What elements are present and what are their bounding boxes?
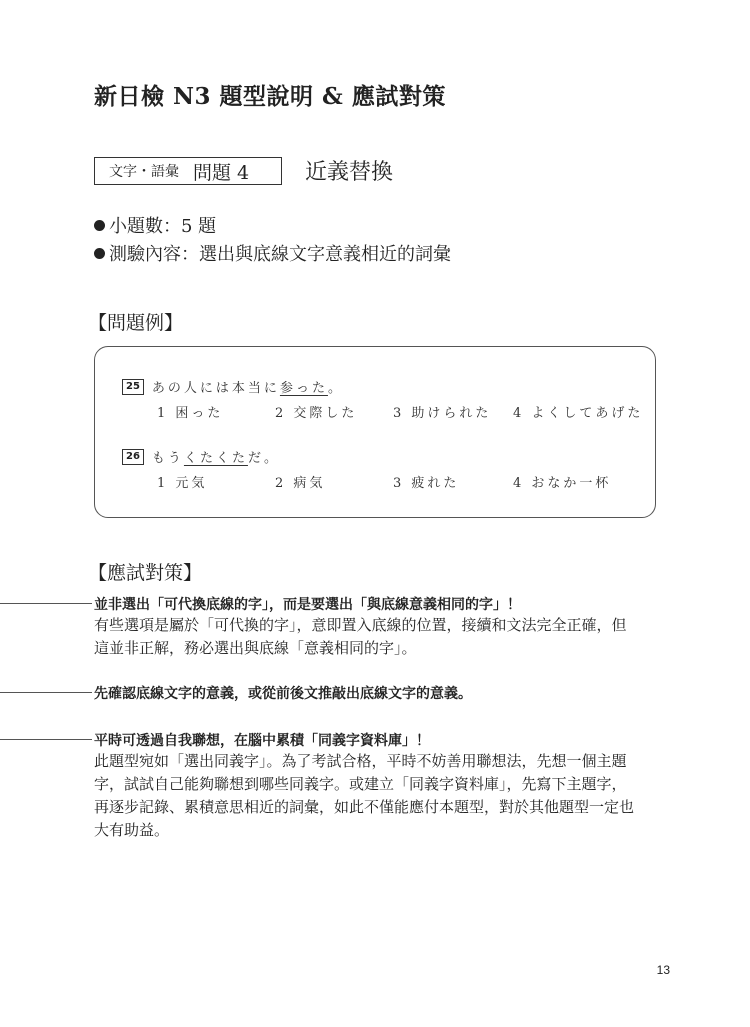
strategy-point-title: 先確認底線文字的意義，或從前後文推敲出底線文字的意義。 [94,686,472,702]
example-box [94,346,656,518]
answer-option: 2 病気 [275,476,326,491]
strategy-point-title: 並非選出「可代換底線的字」，而是要選出「與底線意義相同的字」！ [94,597,521,613]
answer-option: 1 困った [157,406,224,421]
bullet-item [94,240,451,266]
bullet-dot-icon [94,248,105,259]
question-text-before: あの人には本当に [151,381,280,396]
strategy-point-body [94,614,664,660]
question-number-badge: 26 [122,449,144,465]
answer-option: 3 疲れた [393,476,460,491]
example-question [122,447,280,466]
example-heading: 【問題例】 [88,312,184,334]
strategy-body-line: 大有助益。 [94,821,170,839]
page-number: 13 [656,963,670,977]
question-underlined-word: 参った [279,381,328,396]
bullet-dot-icon [94,220,105,231]
question-type-box [94,157,282,185]
question-number-badge: 25 [122,379,144,395]
strategy-body-line: 再逐步記錄、累積意思相近的詞彙，如此不僅能應付本題型，對於其他題型一定也 [94,798,635,816]
strategy-heading: 【應試對策】 [88,562,203,584]
bullet-item [94,212,216,238]
answer-option: 4 よくしてあげた [513,406,644,421]
example-question [122,377,344,396]
question-number: 問題 4 [193,161,250,184]
strategy-point-body [94,750,664,842]
strategy-body-line: 有些選項是屬於「可代換的字」，意即置入底線的位置，接續和文法完全正確，但 [94,616,627,634]
question-category: 文字・語彙 [109,164,179,180]
strategy-body-line: 此題型宛如「選出同義字」。為了考試合格，平時不妨善用聯想法，先想一個主題 [94,752,627,770]
answer-option: 2 交際した [275,406,358,421]
question-underlined-word: くたくた [183,451,248,466]
strategy-marker-line [0,692,92,693]
question-text-after: 。 [327,381,344,396]
strategy-body-line: 這並非正解，務必選出與底線「意義相同的字」。 [94,639,417,657]
bullet-text: 小題數：5 題 [109,216,217,237]
question-text-before: もう [151,451,184,466]
answer-option: 4 おなか一杯 [513,476,612,491]
strategy-marker-line [0,739,92,740]
question-text-after: だ。 [247,451,280,466]
strategy-body-line: 字，試試自己能夠聯想到哪些同義字。或建立「同義字資料庫」，先寫下主題字， [94,775,627,793]
strategy-marker-line [0,603,92,604]
strategy-point-title: 平時可透過自我聯想，在腦中累積「同義字資料庫」！ [94,733,430,749]
question-topic: 近義替換 [305,160,394,185]
page-title: 新日檢 N3 題型說明 & 應試對策 [94,83,446,110]
answer-option: 3 助けられた [393,406,492,421]
bullet-text: 測驗內容：選出與底線文字意義相近的詞彙 [109,244,451,265]
answer-option: 1 元気 [157,476,208,491]
